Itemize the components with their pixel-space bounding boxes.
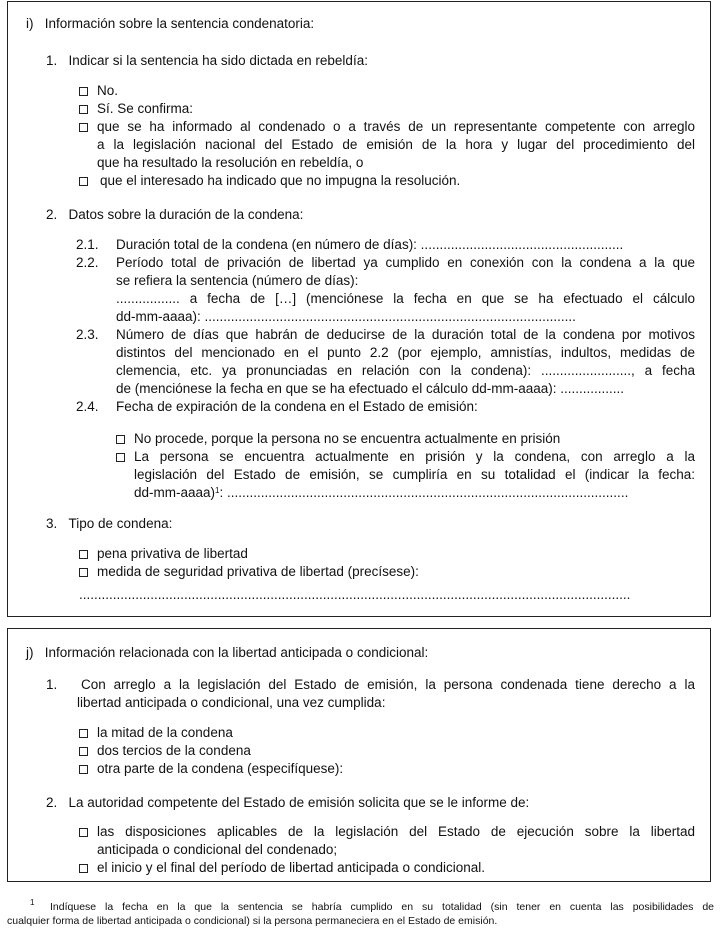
footnote-mark: 1 — [30, 898, 35, 907]
item-2-4-number: 2.4. — [76, 399, 99, 414]
option-informado-line1: que se ha informado al condenado o a través de un representante competente con arreglo — [97, 119, 695, 134]
checkbox-otra-parte[interactable] — [79, 765, 88, 774]
checkbox-medida-seguridad[interactable] — [79, 568, 88, 577]
item-2-2-line2: se refiera la sentencia (número de días): — [116, 273, 359, 288]
checkbox-dos-tercios[interactable] — [79, 747, 88, 756]
section-j-heading: j) Información relacionada con la libertad anticipada o condicional: — [26, 645, 429, 660]
footnote-line1: Indíquese la fecha en la que la sentencia se habría cumplido en su totalidad (sin tener en cuenta las posibilidades de — [50, 901, 714, 913]
question-3-tipo: 3. Tipo de condena: — [46, 516, 173, 531]
item-2-2-line1: Período total de privación de libertad ya cumplido en conexión con la condena a la que — [116, 255, 695, 270]
option-disposiciones-line1: las disposiciones aplicables de la legislación del Estado de ejecución sobre la libertad — [97, 824, 695, 839]
option-medida-seguridad-label: medida de seguridad privativa de libertad (precísese): — [97, 564, 419, 579]
medida-fill-dots: ................................................................................................................................................... — [79, 587, 631, 602]
item-2-4-text: Fecha de expiración de la condena en el Estado de emisión: — [116, 399, 478, 414]
option-disposiciones-line2: anticipada o condicional del condenado; — [97, 842, 338, 857]
option-informado-line3: que ha resultado la resolución en rebeldía, o — [97, 155, 364, 170]
item-2-1-text: Duración total de la condena (en número de días): ...................................................... — [116, 237, 624, 252]
option-no-procede-label: No procede, porque la persona no se encuentra actualmente en prisión — [134, 431, 561, 446]
footnote-ref-1: 1 — [215, 486, 220, 495]
checkbox-inicio-final[interactable] — [79, 864, 88, 873]
question-j1-line1: 1. Con arreglo a la legislación del Estado de emisión, la persona condenada tiene derecho a la — [46, 677, 695, 692]
option-dos-tercios-label: dos tercios de la condena — [97, 743, 251, 758]
item-2-2-line3: ................. a fecha de […] (menciónese la fecha en que se ha efectuado el cálculo — [116, 291, 695, 306]
item-2-3-number: 2.3. — [76, 327, 99, 342]
section-i-heading: i) Información sobre la sentencia condenatoria: — [26, 16, 315, 31]
checkbox-si[interactable] — [79, 105, 88, 114]
item-2-3-line2: distintos del mencionado en el punto 2.2 (por ejemplo, amnistías, indultos, medidas de — [116, 345, 695, 360]
option-no-impugna-label: que el interesado ha indicado que no impugna la resolución. — [100, 173, 461, 188]
checkbox-pena-privativa[interactable] — [79, 550, 88, 559]
option-en-prision-line3 — [134, 485, 628, 501]
checkbox-disposiciones[interactable] — [79, 828, 88, 837]
option-en-prision-line1: La persona se encuentra actualmente en prisión y la condena, con arreglo a la — [134, 449, 695, 464]
checkbox-no[interactable] — [79, 87, 88, 96]
checkbox-no-procede[interactable] — [116, 435, 125, 444]
item-2-2-number: 2.2. — [76, 255, 99, 270]
option-otra-parte-label: otra parte de la condena (especifíquese): — [97, 761, 344, 776]
item-2-3-line4: de (menciónese la fecha en que se ha efectuado el cálculo dd-mm-aaaa): ................. — [116, 381, 625, 396]
section-i-box — [7, 1, 711, 617]
option-inicio-final-label: el inicio y el final del período de libertad anticipada o condicional. — [97, 860, 485, 875]
option-si-label: Sí. Se confirma: — [97, 101, 194, 116]
checkbox-mitad[interactable] — [79, 729, 88, 738]
question-1-rebeldia: 1. Indicar si la sentencia ha sido dictada en rebeldía: — [46, 53, 368, 68]
section-j-box — [7, 628, 711, 882]
checkbox-informado[interactable] — [79, 123, 88, 132]
checkbox-no-impugna[interactable] — [79, 177, 88, 186]
question-2-duracion: 2. Datos sobre la duración de la condena: — [46, 207, 304, 222]
date-fill-dots: : ........................................................................................................... — [219, 485, 629, 500]
option-mitad-label: la mitad de la condena — [97, 725, 233, 740]
item-2-1-number: 2.1. — [76, 237, 99, 252]
question-j1-line2: libertad anticipada o condicional, una vez cumplida: — [77, 695, 386, 710]
option-informado-line2: a la legislación nacional del Estado de emisión de la hora y lugar del procedimiento del — [97, 137, 695, 152]
option-no-label: No. — [97, 83, 119, 98]
item-2-3-line3: clemencia, etc. ya pronunciadas en relación con la condena): ........................, a fecha — [116, 363, 695, 378]
question-j2: 2. La autoridad competente del Estado de emisión solicita que se le informe de: — [46, 795, 530, 810]
item-2-3-line1: Número de días que habrán de deducirse de la duración total de la condena por motivos — [116, 327, 695, 342]
footnote-line2: cualquier forma de libertad anticipada o condicional) si la persona permaneciera en el Estado de emisión. — [7, 915, 498, 927]
checkbox-en-prision[interactable] — [116, 453, 125, 462]
option-en-prision-line2: legislación del Estado de emisión, se cumpliría en su totalidad el (indicar la fecha: — [134, 467, 695, 482]
option-pena-privativa-label: pena privativa de libertad — [97, 546, 248, 561]
item-2-2-line4: dd-mm-aaaa): ................................................................................................... — [116, 309, 576, 324]
date-format-text: dd-mm-aaaa) — [134, 485, 216, 500]
